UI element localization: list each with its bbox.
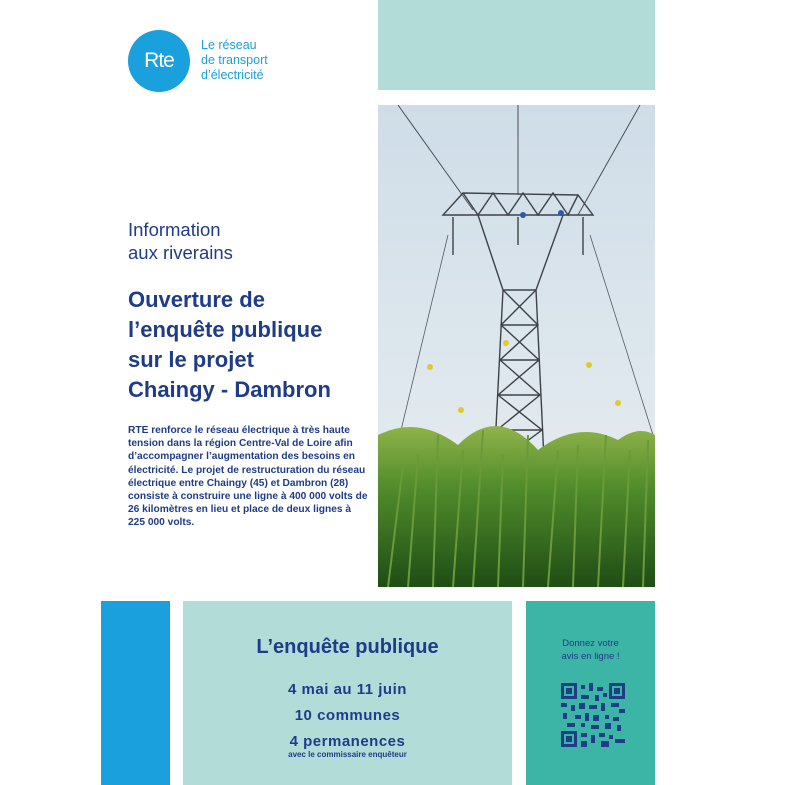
top-color-block bbox=[378, 0, 655, 90]
enquete-note: avec le commissaire enquêteur bbox=[288, 750, 407, 759]
cta-line: avis en ligne ! bbox=[561, 651, 620, 662]
online-feedback-box bbox=[526, 601, 655, 785]
enquete-permanences: 4 permanences bbox=[289, 733, 406, 750]
intro-text bbox=[128, 218, 368, 264]
headline-line: Ouverture de bbox=[128, 287, 265, 312]
headline-line: l’enquête publique bbox=[128, 317, 323, 342]
headline-line: Chaingy - Dambron bbox=[128, 377, 331, 402]
cta-line: Donnez votre bbox=[562, 638, 619, 649]
pylon-illustration bbox=[378, 105, 655, 587]
intro-line: aux riverains bbox=[128, 242, 233, 263]
logo-text: Rte bbox=[144, 49, 174, 72]
org-name-line: Le réseau bbox=[201, 38, 257, 52]
org-name-line: de transport bbox=[201, 53, 268, 67]
pylon-photo bbox=[378, 105, 655, 587]
intro-line: Information bbox=[128, 219, 221, 240]
enquete-box bbox=[183, 601, 512, 785]
org-name-line: d’électricité bbox=[201, 68, 264, 82]
blue-decor-strip bbox=[101, 601, 170, 785]
rte-logo-icon bbox=[128, 30, 190, 92]
enquete-title: L’enquête publique bbox=[256, 636, 439, 658]
cta-text bbox=[526, 637, 655, 663]
headline-line: sur le projet bbox=[128, 347, 254, 372]
enquete-dates: 4 mai au 11 juin bbox=[288, 681, 407, 698]
enquete-communes: 10 communes bbox=[294, 707, 401, 724]
body-paragraph: RTE renforce le réseau électrique à très haute tension dans la région Centre-Val de Loire afin d’accompagner l’augmentation des besoins en électricité. Le projet de restructuration du réseau électrique entre Chaingy (45) et Dambron (28) consiste à construire une ligne à 400 000 volts de 26 kilomètres en lieu et place de deux lignes à 225 000 volts. bbox=[128, 425, 368, 529]
page-title bbox=[128, 285, 378, 405]
qr-code-icon[interactable] bbox=[561, 683, 625, 747]
org-name bbox=[201, 38, 321, 83]
